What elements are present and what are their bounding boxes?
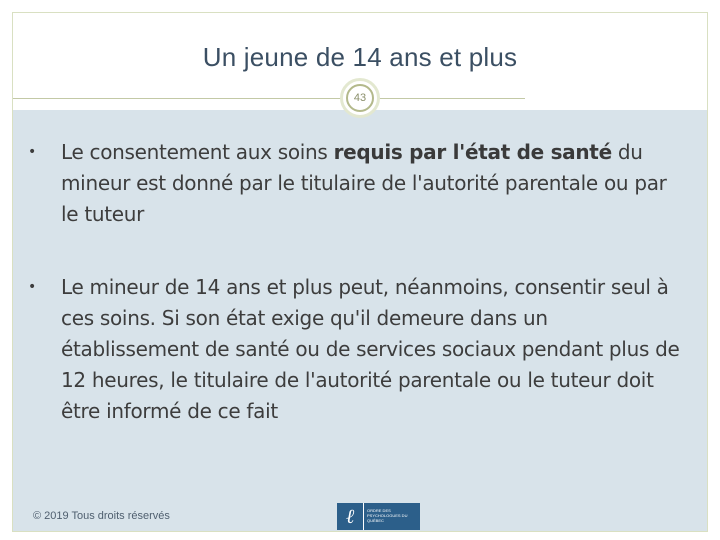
bullet-item-2 (28, 272, 688, 427)
opq-logo-text: ORDRE DES PSYCHOLOGUES DU QUÉBEC (363, 503, 420, 530)
bullet-1-text-a: Le consentement aux soins (61, 140, 334, 164)
bullet-list (28, 137, 688, 427)
slide-title: Un jeune de 14 ans et plus (202, 42, 518, 72)
bullet-dot-icon: • (28, 144, 36, 160)
title-divider (13, 98, 525, 99)
bullet-1-text-bold: requis par l'état de santé (333, 140, 612, 164)
bullet-dot-icon: • (28, 279, 36, 295)
bullet-1-text-b: du mineur est donné par le titulaire de l'autorité parentale ou par le tuteur (61, 140, 667, 226)
opq-logo (337, 503, 420, 530)
opq-logo-icon: ℓ (337, 503, 363, 530)
bullet-item-1 (28, 137, 688, 230)
page-number-badge (340, 78, 380, 118)
copyright-text: © 2019 Tous droits réservés (33, 510, 170, 522)
bullet-2-text: Le mineur de 14 ans et plus peut, néanmoins, consentir seul à ces soins. Si son état exige qu'il demeure dans un établissement de santé ou de services sociaux pendant plus de 12 heures, le titulaire de l'autorité parentale ou le tuteur doit être informé de ce fait (61, 275, 680, 423)
page-number: 43 (346, 84, 374, 112)
